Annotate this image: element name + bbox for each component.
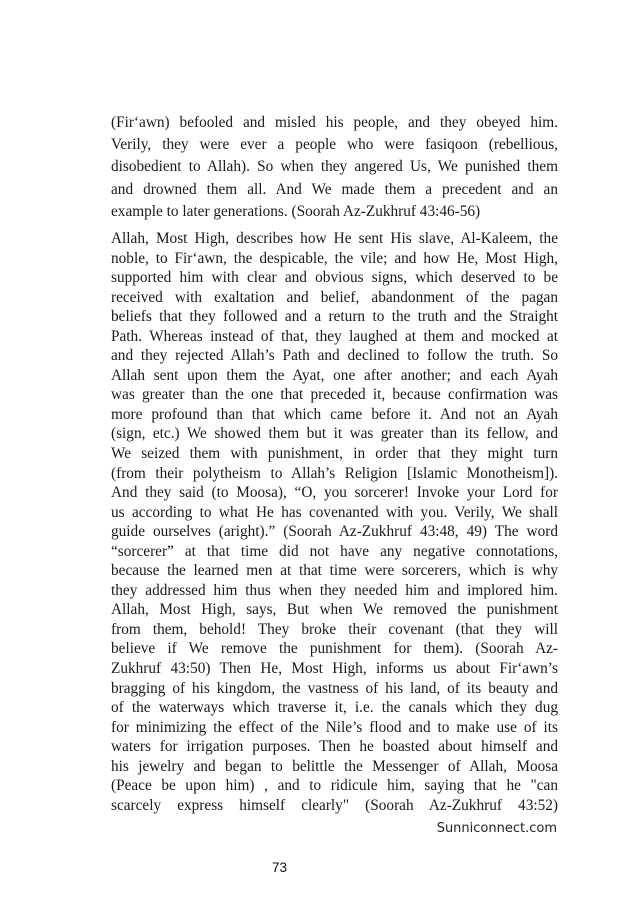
text-line-wrapper	[111, 424, 558, 444]
text-line: Zukhruf 43:50) Then He, Most High, informs us about Fir‘awn’s	[111, 660, 558, 678]
text-line: (Peace be upon him) , and to ridicule him, saying that he "can	[111, 777, 558, 795]
text-line-wrapper	[111, 268, 558, 288]
text-line-wrapper	[111, 620, 558, 640]
text-line-wrapper	[111, 776, 558, 796]
text-line: scarcely express himself clearly" (Soorah Az-Zukhruf 43:52)	[111, 796, 558, 814]
text-line-wrapper	[111, 503, 558, 523]
text-line: because the learned men at that time were sorcerers, which is why	[111, 562, 558, 580]
text-line: they addressed him thus when they needed him and implored him.	[111, 581, 558, 599]
paragraph-1	[111, 112, 558, 223]
text-line-wrapper	[111, 179, 558, 201]
text-line-wrapper	[111, 134, 558, 156]
text-line: (Fir‘awn) befooled and misled his people, and they obeyed him.	[111, 114, 558, 131]
text-line: us according to what He has covenanted with you. Verily, We shall	[111, 503, 558, 521]
text-line-wrapper	[111, 600, 558, 620]
text-line: (sign, etc.) We showed them but it was greater than its fellow, and	[111, 425, 558, 443]
text-line: waters for irrigation purposes. Then he boasted about himself and	[111, 738, 558, 756]
text-line-wrapper	[111, 112, 558, 134]
text-line: from them, behold! They broke their covenant (that they will	[111, 620, 558, 638]
text-line: believe if We remove the punishment for them). (Soorah Az-	[111, 640, 558, 658]
text-line: Allah, Most High, describes how He sent His slave, Al-Kaleem, the	[111, 230, 558, 247]
text-line-wrapper	[111, 522, 558, 542]
text-line: for minimizing the effect of the Nile’s flood and to make use of its	[111, 718, 558, 736]
text-line-wrapper	[111, 737, 558, 757]
text-line-wrapper	[111, 444, 558, 464]
text-line: beliefs that they followed and a return to the truth and the Straight	[111, 308, 558, 326]
paragraph-2	[111, 229, 558, 815]
text-line-wrapper	[111, 796, 558, 816]
text-line-wrapper	[111, 483, 558, 503]
page-number: 73	[272, 860, 288, 875]
text-line-wrapper	[111, 464, 558, 484]
text-line-wrapper	[111, 156, 558, 178]
text-line: Allah sent upon them the Ayat, one after another; and each Ayah	[111, 366, 558, 384]
text-line-wrapper	[111, 718, 558, 738]
text-line-wrapper	[111, 542, 558, 562]
text-line-wrapper	[111, 698, 558, 718]
text-line: Path. Whereas instead of that, they laughed at them and mocked at	[111, 327, 558, 345]
text-line-wrapper	[111, 581, 558, 601]
text-line: Allah, Most High, says, But when We removed the punishment	[111, 601, 558, 619]
text-line: more profound than that which came before it. And not an Ayah	[111, 405, 558, 423]
text-line: and drowned them all. And We made them a precedent and an	[111, 180, 558, 198]
text-line: his jewelry and began to belittle the Messenger of Allah, Moosa	[111, 757, 558, 775]
text-line-wrapper	[111, 385, 558, 405]
text-line: And they said (to Moosa), “O, you sorcerer! Invoke your Lord for	[111, 484, 558, 502]
text-line: of the waterways which traverse it, i.e. the canals which they dug	[111, 699, 558, 717]
text-line-wrapper	[111, 229, 558, 249]
text-line: guide ourselves (aright).” (Soorah Az-Zukhruf 43:48, 49) The word	[111, 523, 558, 541]
text-line-wrapper	[111, 561, 558, 581]
text-line-wrapper	[111, 757, 558, 777]
text-line-wrapper	[111, 249, 558, 269]
text-line: disobedient to Allah). So when they angered Us, We punished them	[111, 158, 558, 176]
text-line-wrapper	[111, 366, 558, 386]
text-line-wrapper	[111, 201, 558, 223]
text-line-wrapper	[111, 639, 558, 659]
text-line: supported him with clear and obvious signs, which deserved to be	[111, 269, 558, 287]
text-line-wrapper	[111, 659, 558, 679]
text-line: bragging of his kingdom, the vastness of his land, of its beauty and	[111, 679, 558, 697]
text-line-wrapper	[111, 288, 558, 308]
text-line: Verily, they were ever a people who were fasiqoon (rebellious,	[111, 136, 558, 154]
text-line: “sorcerer” at that time did not have any negative connotations,	[111, 542, 558, 560]
text-line: was greater than the one that preceded it, because confirmation was	[111, 386, 558, 404]
text-line: (from their polytheism to Allah’s Religion [Islamic Monotheism]).	[111, 464, 558, 482]
text-line-wrapper	[111, 307, 558, 327]
text-line: received with exaltation and belief, abandonment of the pagan	[111, 288, 558, 306]
text-line-wrapper	[111, 679, 558, 699]
text-line-wrapper	[111, 405, 558, 425]
text-line: noble, to Fir‘awn, the despicable, the vile; and how He, Most High,	[111, 249, 558, 267]
watermark-text[interactable]: Sunniconnect.com	[436, 821, 557, 836]
text-line: We seized them with punishment, in order that they might turn	[111, 445, 558, 463]
text-line: and they rejected Allah’s Path and declined to follow the truth. So	[111, 347, 558, 365]
text-line: example to later generations. (Soorah Az-Zukhruf 43:46-56)	[111, 202, 481, 220]
text-line-wrapper	[111, 327, 558, 347]
text-line-wrapper	[111, 346, 558, 366]
